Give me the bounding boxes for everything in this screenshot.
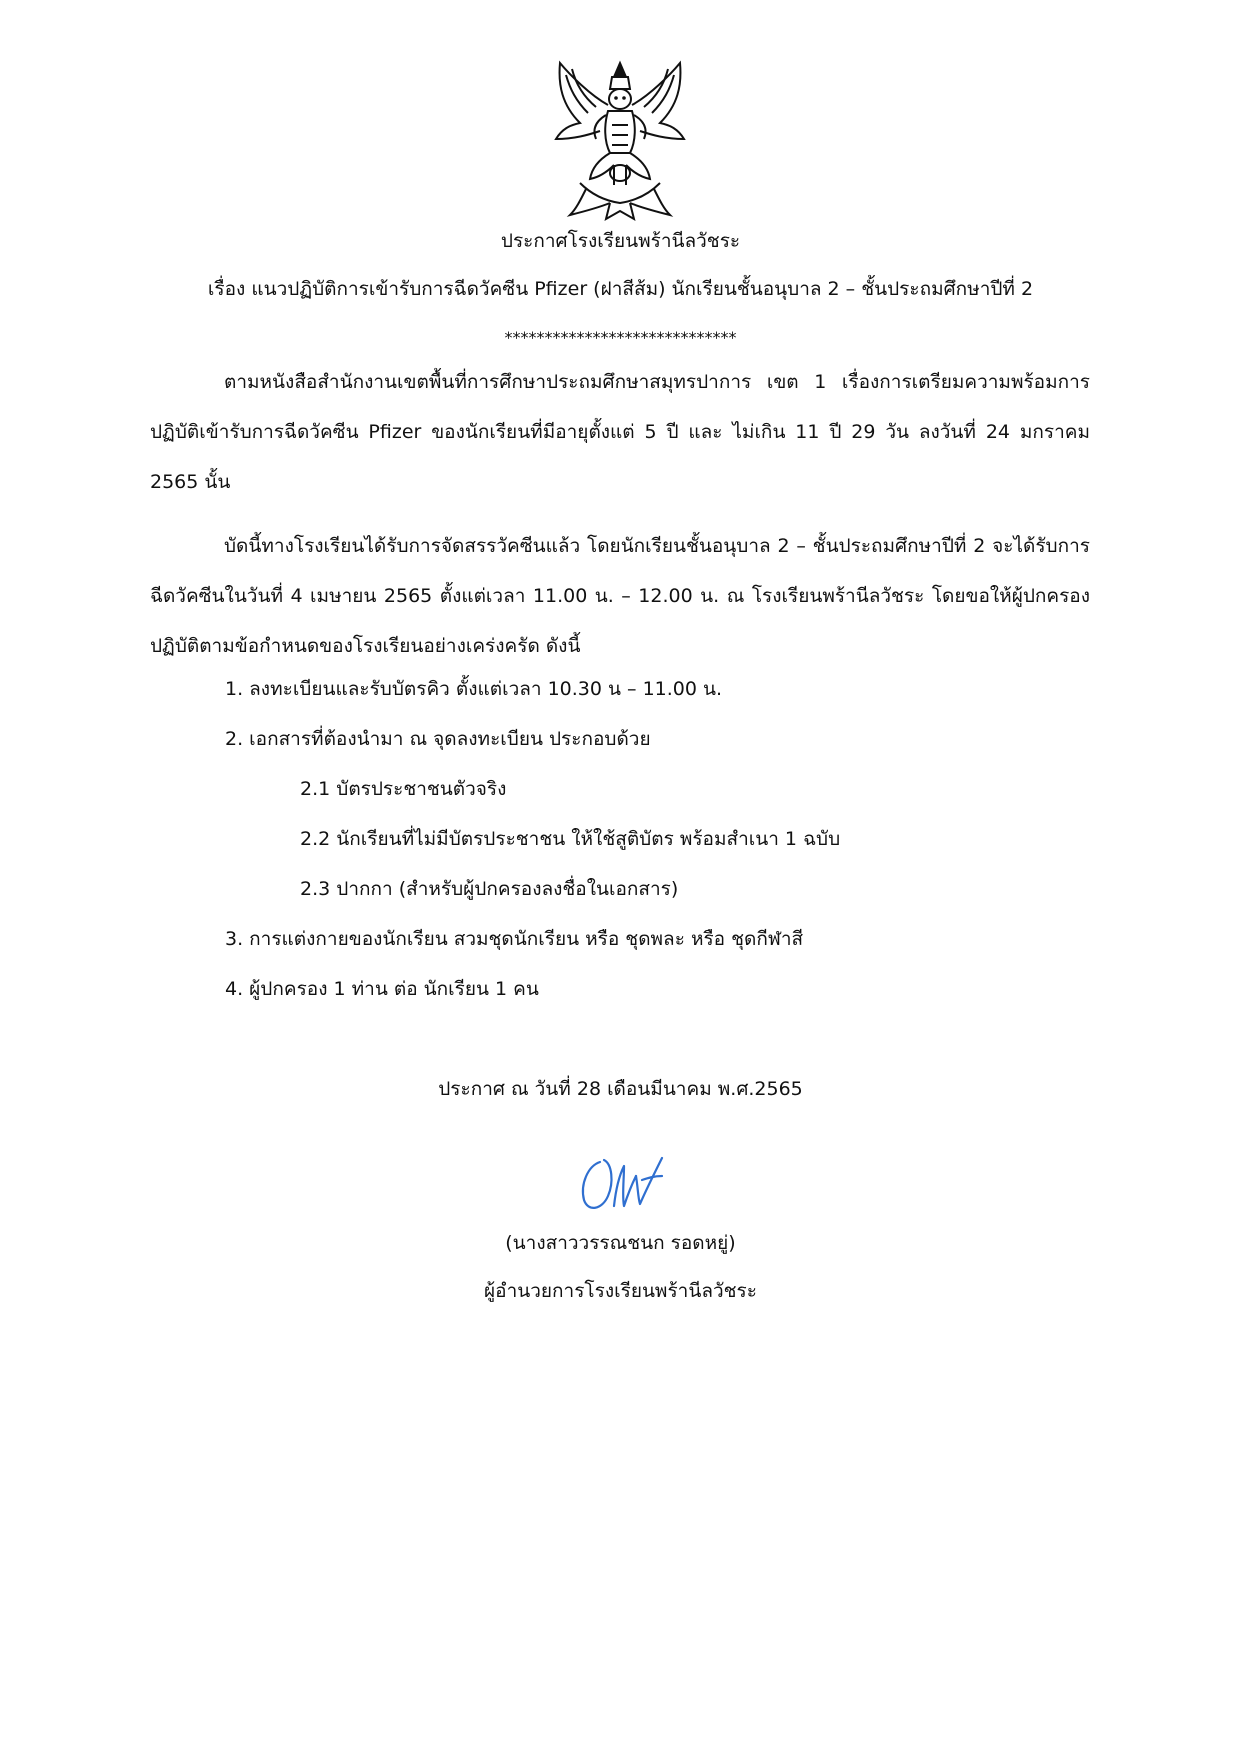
list-item-documents: 2. เอกสารที่ต้องนำมา ณ จุดลงทะเบียน ประกอบด้วย — [225, 728, 651, 750]
garuda-emblem-icon — [540, 55, 700, 225]
announcement-title: ประกาศโรงเรียนพร้านีลวัชระ — [500, 230, 741, 252]
paragraph-reference-letter: ตามหนังสือสำนักงานเขตพื้นที่การศึกษาประถมศึกษาสมุทรปาการ เขต 1 เรื่องการเตรียมความพร้อมการปฏิบัติเข้ารับการฉีดวัคซีน Pfizer ของนักเรียนที่มีอายุตั้งแต่ 5 ปี และ ไม่เกิน 11 ปี 29 วัน ลงวันที่ 24 มกราคม 2565 นั้น — [150, 371, 1090, 493]
list-item-guardian: 4. ผู้ปกครอง 1 ท่าน ต่อ นักเรียน 1 คน — [225, 978, 539, 1000]
list-item-dress-code: 3. การแต่งกายของนักเรียน สวมชุดนักเรียน หรือ ชุดพละ หรือ ชุดกีฬาสี — [225, 928, 804, 950]
separator-stars: ***************************** — [504, 328, 737, 347]
announcement-date: ประกาศ ณ วันที่ 28 เดือนมีนาคม พ.ศ.2565 — [438, 1078, 803, 1100]
paragraph-vaccination-schedule: บัดนี้ทางโรงเรียนได้รับการจัดสรรวัคซีนแล้ว โดยนักเรียนชั้นอนุบาล 2 – ชั้นประถมศึกษาปีที่ 2 จะได้รับการฉีดวัคซีนในวันที่ 4 เมษายน 2565 ตั้งแต่เวลา 11.00 น. – 12.00 น. ณ โรงเรียนพร้านีลวัชระ โดยขอให้ผู้ปกครองปฏิบัติตามข้อกำหนดของโรงเรียนอย่างเคร่งครัด ดังนี้ — [150, 535, 1090, 657]
list-item-registration: 1. ลงทะเบียนและรับบัตรคิว ตั้งแต่เวลา 10.30 น – 11.00 น. — [225, 678, 723, 700]
sub-item-birth-certificate: 2.2 นักเรียนที่ไม่มีบัตรประชาชน ให้ใช้สูติบัตร พร้อมสำเนา 1 ฉบับ — [300, 828, 841, 850]
announcement-subject: เรื่อง แนวปฏิบัติการเข้ารับการฉีดวัคซีน Pfizer (ฝาสีส้ม) นักเรียนชั้นอนุบาล 2 – ชั้นประถมศึกษาปีที่ 2 — [207, 278, 1034, 300]
signature-icon — [570, 1140, 680, 1220]
sub-item-id-card: 2.1 บัตรประชาชนตัวจริง — [300, 778, 507, 800]
sub-item-pen: 2.3 ปากกา (สำหรับผู้ปกครองลงชื่อในเอกสาร) — [300, 878, 679, 900]
signer-title: ผู้อำนวยการโรงเรียนพร้านีลวัชระ — [484, 1280, 757, 1302]
signer-name: (นางสาววรรณชนก รอดหยู่) — [505, 1232, 736, 1254]
